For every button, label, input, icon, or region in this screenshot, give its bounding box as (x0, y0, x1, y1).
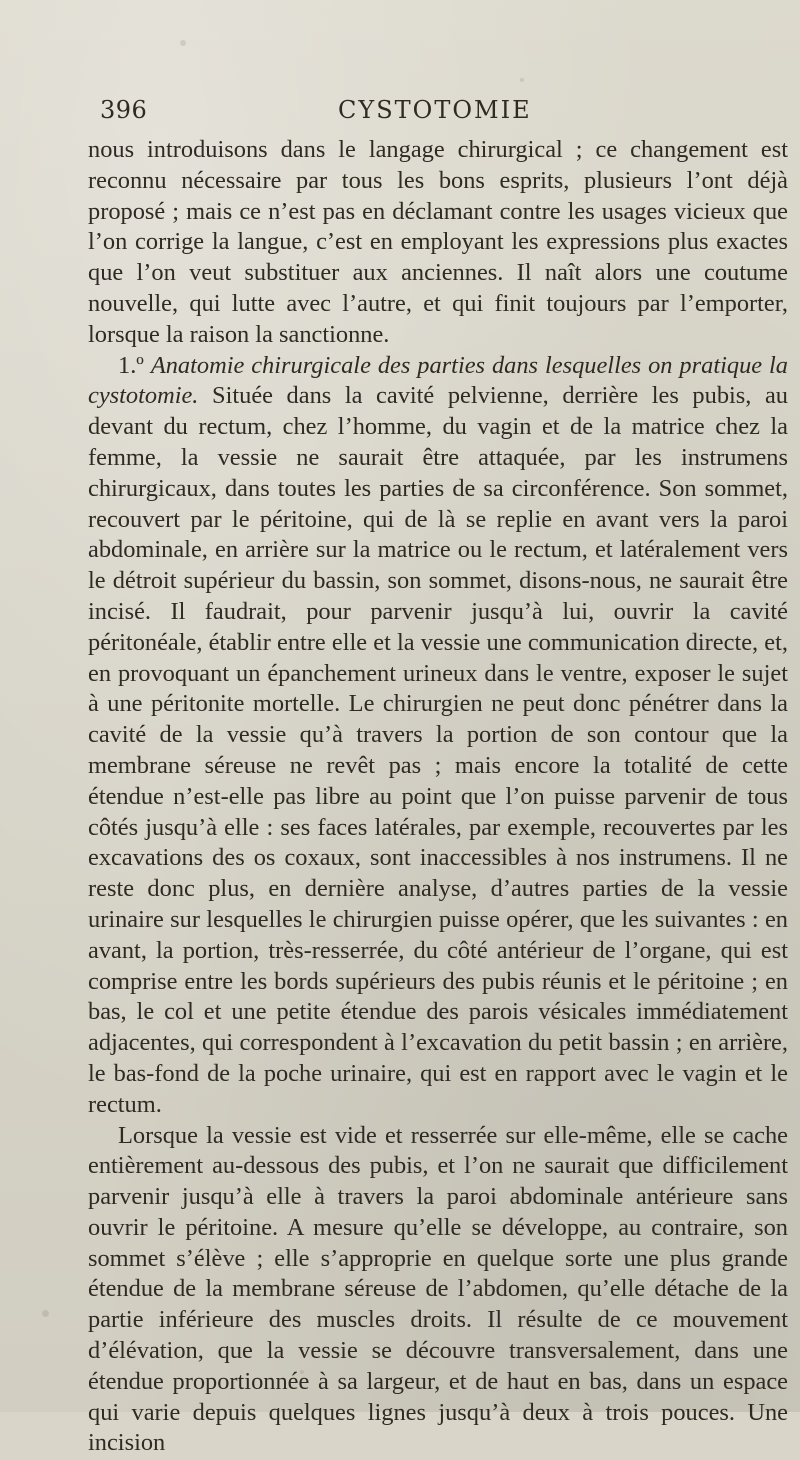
page-header (100, 96, 720, 130)
section-number: 1.º (118, 352, 144, 379)
paragraph-text: Située dans la cavité pelvienne, derrière les pubis, au devant du rectum, chez l’homme, du vagin et de la matrice chez la femme, la vessie ne saurait être attaquée, par les instrumens chirurgicaux, dans toutes les parties de sa circonférence. Son sommet, recouvert par le péritoine, qui de là se replie en avant vers la paroi abdominale, en arrière sur la matrice ou le rectum, et latéralement vers le détroit supérieur du bassin, son sommet, disons-nous, ne saurait être incisé. Il faudrait, pour parvenir jusqu’à lui, ouvrir la cavité péritonéale, établir entre elle et la vessie une communication directe, et, en provoquant un épanchement urineux dans le ventre, exposer le sujet à une péritonite mortelle. Le chirurgien ne peut donc pénétrer dans la cavité de la vessie qu’à travers la portion de son contour que la membrane séreuse ne revêt pas ; mais encore la totalité de cette étendue n’est-elle pas libre au point que l’on puisse parvenir de tous côtés jusqu’à elle : ses faces latérales, par exemple, recouvertes par les excavations des os coxaux, sont inaccessibles à nos instrumens. Il ne reste donc plus, en dernière analyse, d’autres parties de la vessie urinaire sur lesquelles le chirurgien puisse opérer, que les suivantes : en avant, la portion, très-resserrée, du côté antérieur de l’organe, qui est comprise entre les bords supérieurs des pubis réunis et le péritoine ; en bas, le col et une petite étendue des parois vésicales immédiatement adjacentes, qui correspondent à l’excavation du petit bassin ; en arrière, le bas-fond de la poche urinaire, qui est en rapport avec le vagin et le rectum. (88, 382, 788, 1117)
main-text (88, 135, 788, 1459)
paper-stain (520, 78, 524, 82)
paper-stain (180, 40, 186, 46)
paper-stain (42, 1310, 49, 1317)
paragraph: Lorsque la vessie est vide et resserrée sur elle-même, elle se cache entièrement au-dessous des pubis, et l’on ne saurait que difficilement parvenir jusqu’à elle à travers la paroi abdominale antérieure sans ouvrir le péritoine. A mesure qu’elle se développe, au contraire, son sommet s’élève ; elle s’approprie en quelque sorte une plus grande étendue de la membrane séreuse de l’abdomen, qu’elle détache de la partie inférieure des muscles droits. Il résulte de ce mouvement d’élévation, que la vessie se découvre transversalement, dans une étendue proportionnée à sa largeur, et de haut en bas, dans un espace qui varie depuis quelques lignes jusqu’à deux à trois pouces. Une incision (88, 1121, 788, 1459)
section-heading: Anatomie chirurgicale des parties dans lesquelles on pratique la cystotomie. (88, 352, 788, 410)
paragraph: nous introduisons dans le langage chirurgical ; ce changement est reconnu nécessaire par tous les bons esprits, plusieurs l’ont déjà proposé ; mais ce n’est pas en déclamant contre les usages vicieux que l’on corrige la langue, c’est en employant les expressions plus exactes que l’on veut substituer aux anciennes. Il naît alors une coutume nouvelle, qui lutte avec l’autre, et qui finit toujours par l’emporter, lorsque la raison la sanctionne. (88, 135, 788, 351)
page-number: 396 (100, 96, 147, 124)
running-title: CYSTOTOMIE (338, 96, 532, 124)
paragraph (88, 351, 788, 1121)
